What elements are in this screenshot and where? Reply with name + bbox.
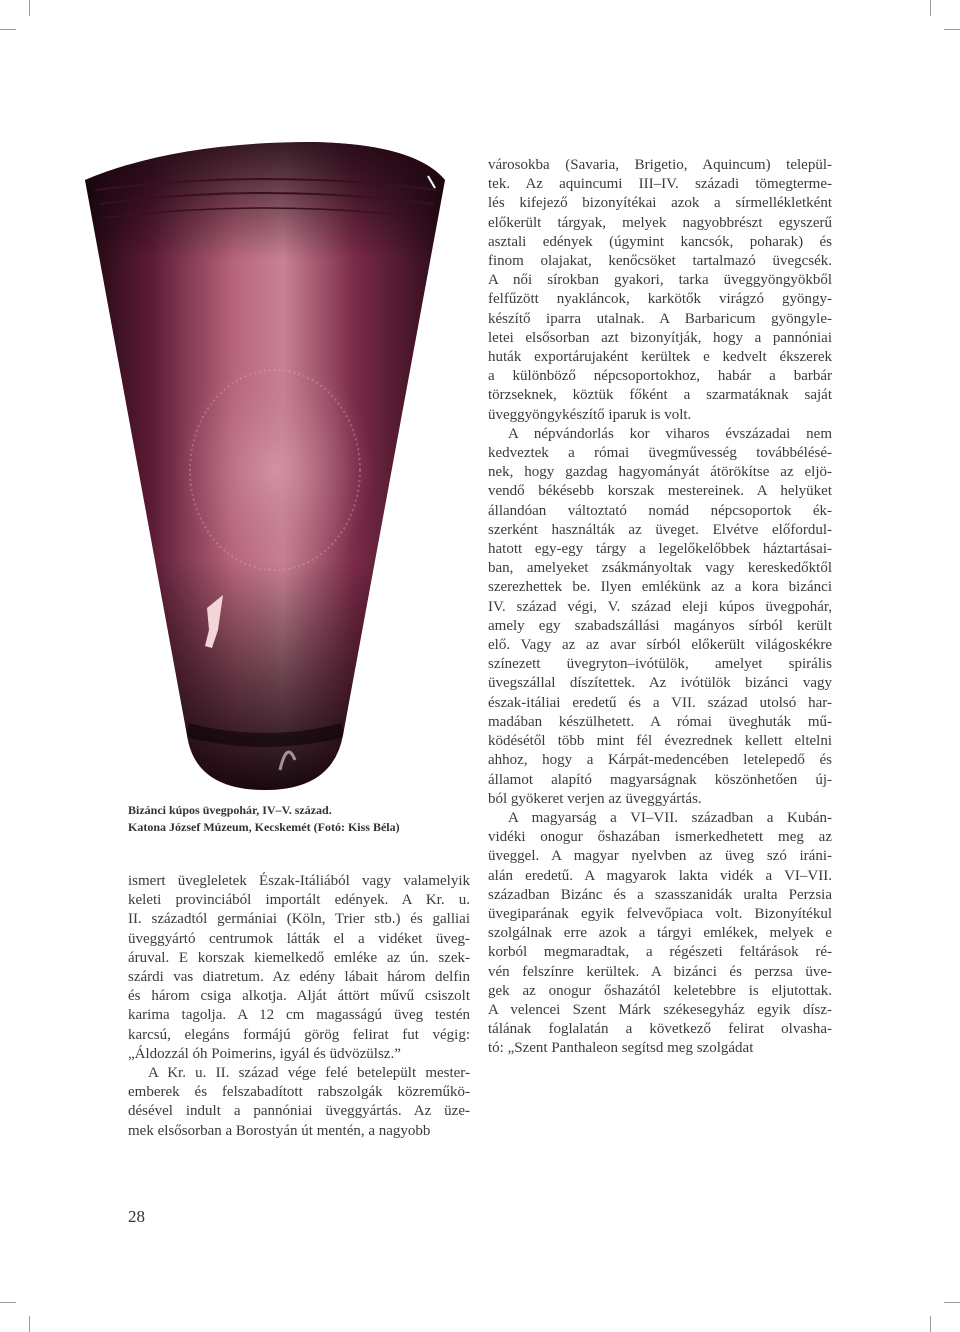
crop-mark [944, 29, 960, 30]
text-line: amely egy szabadszállási magányos sírból került [488, 617, 832, 634]
text-line: keleti provinciából importált edények. A Kr. u. [128, 892, 470, 909]
text-line: lés kifejező bizonyítékai azok a sírmellékletként [488, 195, 832, 212]
text-line: vén felszínre kerültek. A bizánci és perzsa üve- [488, 963, 832, 980]
text-line: készítő iparra utalnak. A Barbaricum gyöngyle- [488, 310, 832, 327]
text-line: állandóan változtató nomád népcsoportok ék- [488, 502, 832, 519]
crop-mark [930, 1316, 931, 1332]
text-line: asztali edények (úgymint kancsók, poharak) és [488, 233, 832, 250]
text-line: A Kr. u. II. század vége felé betelepült mester- [148, 1065, 470, 1082]
text-line: karcsú, elegáns formájú görög felirat fut végig: [128, 1026, 470, 1043]
crop-mark [0, 29, 16, 30]
text-line: IV. század végi, V. század eleji kúpos üvegpohár, [488, 598, 832, 615]
text-line: karima tagolja. A 12 cm magasságú üveg testén [128, 1007, 470, 1024]
crop-mark [930, 0, 931, 16]
text-line: madában készülhetett. A római üveghuták mű- [488, 713, 832, 730]
text-line: A magyarság a VI–VII. században a Kubán- [508, 809, 832, 826]
text-line: kedveztek a római üvegművesség továbbélésé- [488, 445, 832, 462]
text-line: mek elsősorban a Borostyán út mentén, a nagyobb [128, 1122, 431, 1139]
text-line: üveggyártó centrumok látták el a vidéket üveg- [128, 930, 470, 947]
text-line: színezett üvegryton–ivótülök, amelyet spirális [488, 656, 832, 673]
text-line: szárdi vas diatretum. Az edény lábait három delfin [128, 969, 470, 986]
text-line: vendő békésebb korszak mestereinek. A helyüket [488, 483, 832, 500]
text-line: nek, hogy gazdag hagyományát átörökítse az eljö- [488, 464, 832, 481]
text-line: felfűzött nyakláncok, karkötők virágzó gyöngy- [488, 291, 832, 308]
text-line: a különböző népcsoportokhoz, habár a barbár [488, 368, 832, 385]
text-line: désével indult a pannóniai üveggyártás. Az üze- [128, 1103, 470, 1120]
text-line: finom olajakat, kenőcsöket tartalmazó üvegcsék. [488, 253, 832, 270]
text-line: ahhoz, hogy a Kárpát-medencében letelepedő és [488, 752, 832, 769]
text-line: korból megmaradtak, a régészeti feltárások ré- [488, 944, 832, 961]
conical-glass-beaker-photo [75, 0, 475, 800]
text-line: szerként használták az üveget. Elvétve előfordul- [488, 521, 832, 538]
text-line: alán eredetű. A magyarok lakta vidék a VI–VII. [488, 867, 832, 884]
text-line: városokba (Savaria, Brigetio, Aquincum) települ- [488, 157, 832, 173]
text-line: században Bizánc és a szasszanidák uralta Perzsia [488, 886, 832, 903]
text-line: törzseknek, köztük főként a szarmatáknak saját [488, 387, 832, 404]
figure-caption [128, 802, 458, 836]
text-line: szolgálnak erre azok a tárgyi emlékek, melyek e [488, 925, 832, 942]
text-line: ból gyökeret verjen az üveggyártás. [488, 790, 702, 807]
text-line: gek az onogur őshazától keletebbre is eljutottak. [488, 982, 832, 999]
text-line: „Áldozzál óh Poimerins, igyál és üdvözülsz.” [128, 1045, 401, 1062]
crop-mark [944, 1302, 960, 1303]
text-line: szerezhettek be. Ilyen emlékünk az a kora bizánci [488, 579, 832, 596]
text-line: huták exportárujaként kerültek e kedvelt ékszerek [488, 349, 832, 366]
text-line: emberek és felszabadított rabszolgák közreműkö- [128, 1084, 470, 1101]
text-line: II. századtól germániai (Köln, Trier stb.) és galliai [128, 911, 470, 928]
text-line: hatott egy-egy tárgy a legelőkelőbbek háztartásai- [488, 541, 832, 558]
text-line: letei elsősorban azt bizonyítják, hogy a pannóniai [488, 329, 832, 346]
text-line: A női sírokban gyakori, tarka üveggyöngyökből [488, 272, 832, 289]
crop-mark [0, 1302, 16, 1303]
text-line: vidéki onogur őshazában ismerkedhetett meg az [488, 829, 832, 846]
caption-credit: Katona József Múzeum, Kecskemét (Fotó: Kiss Béla) [128, 820, 400, 834]
page-number: 28 [128, 1207, 145, 1226]
caption-title: Bizánci kúpos üvegpohár, IV–V. század. [128, 803, 332, 817]
text-line: üvegszállal díszítettek. Az ivótülök bizánci vagy [488, 675, 832, 692]
crop-mark [29, 0, 30, 16]
text-line: A velencei Szent Márk székesegyház egyik dísz- [488, 1001, 832, 1018]
text-line: üveggyöngykészítő iparuk is volt. [488, 406, 692, 423]
text-line: ismert üvegleletek Észak-Itáliából vagy valamelyik [128, 873, 470, 889]
text-line: előkerült tárgyak, melyek nagyobbrészt egyszerű [488, 214, 832, 231]
text-line: államot alapító magyarságnak köszönhetően új- [488, 771, 832, 788]
text-line: A népvándorlás kor viharos évszázadai nem [508, 425, 832, 442]
text-line: és három csiga alkotja. Alját áttört művű csiszolt [128, 988, 470, 1005]
left-text-column [128, 872, 470, 1141]
text-line: üvegiparának egyik felvevőpiaca volt. Bizonyítékul [488, 905, 832, 922]
text-line: tek. Az aquincumi III–IV. századi tömegterme- [488, 176, 832, 193]
text-line: észak-itáliai eredetű és a VII. század utolsó har- [488, 694, 832, 711]
text-line: áruval. E korszak kiemelkedő emléke az ún. szek- [128, 949, 470, 966]
text-line: tálának foglalatán a következő felirat olvasha- [488, 1021, 832, 1038]
text-line: elő. Vagy az az avar sírból előkerült világoskékre [488, 637, 832, 654]
text-line: ködésétől több mint fél évezrednek kellett eltelni [488, 733, 832, 750]
text-line: tó: „Szent Panthaleon segítsd meg szolgádat [488, 1040, 754, 1057]
text-line: ban, amelyeket zsákmányoltak vagy kereskedőktől [488, 560, 832, 577]
right-text-column [488, 156, 832, 1059]
text-line: üveggel. A magyar nyelvben az üveg szó iráni- [488, 848, 832, 865]
crop-mark [29, 1316, 30, 1332]
